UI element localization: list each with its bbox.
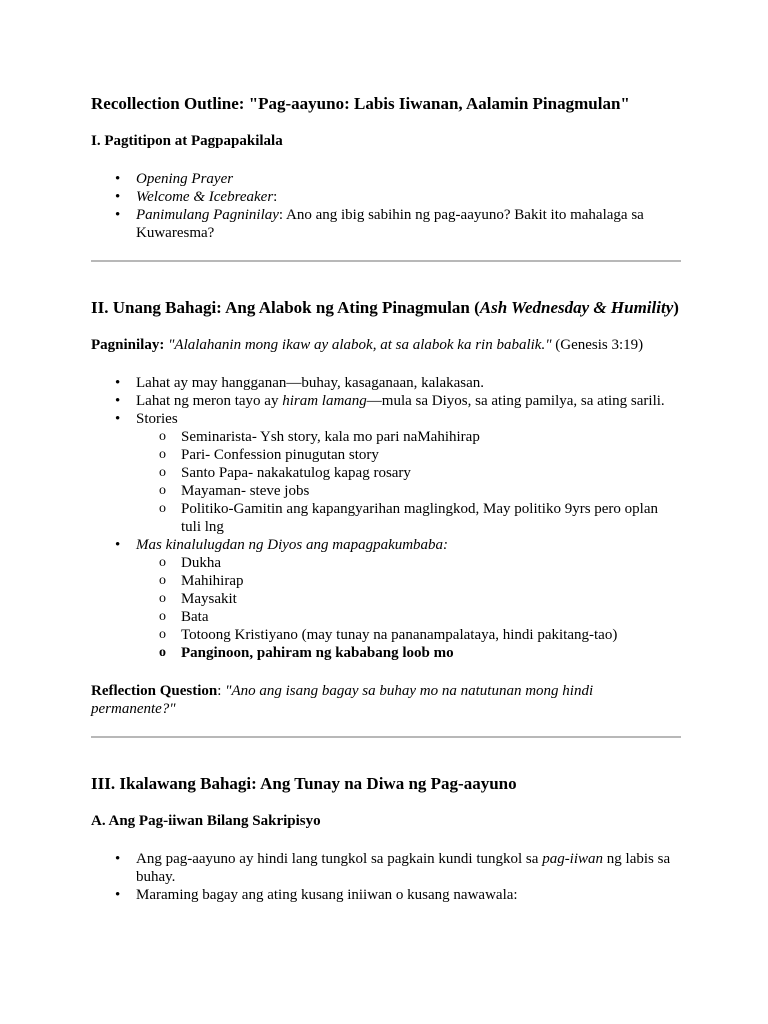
list-item: • Welcome & Icebreaker:	[91, 188, 681, 206]
reflection-question: Reflection Question: "Ano ang isang bagay sa buhay mo na natutunan mong hindi permanente?"	[91, 683, 594, 717]
list-item: o Santo Papa- nakakatulog kapag rosary	[136, 464, 681, 482]
stories-list	[136, 428, 681, 536]
list-item: o Mayaman- steve jobs	[136, 482, 681, 500]
section-2-list	[91, 374, 681, 662]
section-2-heading: II. Unang Bahagi: Ang Alabok ng Ating Pinagmulan (Ash Wednesday & Humility)	[91, 298, 679, 317]
section-1-heading: I. Pagtitipon at Pagpapakilala	[91, 133, 283, 149]
list-item: • Ang pag-aayuno ay hindi lang tungkol sa pagkain kundi tungkol sa pag-iiwan ng labis sa buhay.	[91, 850, 681, 886]
section-3a-heading: A. Ang Pag-iiwan Bilang Sakripisyo	[91, 813, 321, 829]
list-item: o Bata	[136, 608, 681, 626]
document-content	[91, 93, 681, 904]
list-item: o Panginoon, pahiram ng kababang loob mo	[136, 644, 681, 662]
list-item: o Pari- Confession pinugutan story	[136, 446, 681, 464]
document-title: Recollection Outline: "Pag-aayuno: Labis Iiwanan, Aalamin Pinagmulan"	[91, 94, 630, 113]
list-item: o Dukha	[136, 554, 681, 572]
list-item: o Politiko-Gamitin ang kapangyarihan maglingkod, May politiko 9yrs pero oplan tuli lng	[136, 500, 681, 536]
list-item: o Seminarista- Ysh story, kala mo pari naMahihirap	[136, 428, 681, 446]
list-item: • Maraming bagay ang ating kusang iniiwan o kusang nawawala:	[91, 886, 681, 904]
divider	[91, 736, 681, 738]
list-item: o Totoong Kristiyano (may tunay na pananampalataya, hindi pakitang-tao)	[136, 626, 681, 644]
list-item: • Lahat ay may hangganan—buhay, kasaganaan, kalakasan.	[91, 374, 681, 392]
section-3-list	[91, 850, 681, 904]
list-item: o Mahihirap	[136, 572, 681, 590]
list-item: o Maysakit	[136, 590, 681, 608]
section-1-list	[91, 170, 681, 242]
reflection-verse: Pagninilay: "Alalahanin mong ikaw ay alabok, at sa alabok ka rin babalik." (Genesis 3:19)	[91, 337, 644, 353]
section-3-heading: III. Ikalawang Bahagi: Ang Tunay na Diwa ng Pag-aayuno	[91, 774, 517, 793]
list-item: • Opening Prayer	[91, 170, 681, 188]
humble-list	[136, 554, 681, 662]
list-item: • Panimulang Pagninilay: Ano ang ibig sabihin ng pag-aayuno? Bakit ito mahalaga sa Kuwaresma?	[91, 206, 681, 242]
list-item-stories: • Stories o Seminarista- Ysh story, kala mo pari naMahihirap o Pari- Confession pinugutan story o Santo Papa- nakakatulog kapag rosary o Mayaman- steve jobs o Politiko-Gamitin ang kapangyarihan maglingkod, May politiko 9yrs pero oplan tuli lng	[91, 410, 681, 536]
divider	[91, 260, 681, 262]
list-item-humble: • Mas kinalulugdan ng Diyos ang mapagpakumbaba: o Dukha o Mahihirap o Maysakit o Bata o Totoong Kristiyano (may tunay na pananampalataya, hindi pakitang-tao) o Panginoon, pahiram ng kababang loob mo	[91, 536, 681, 662]
list-item: • Lahat ng meron tayo ay hiram lamang—mula sa Diyos, sa ating pamilya, sa ating sarili.	[91, 392, 681, 410]
